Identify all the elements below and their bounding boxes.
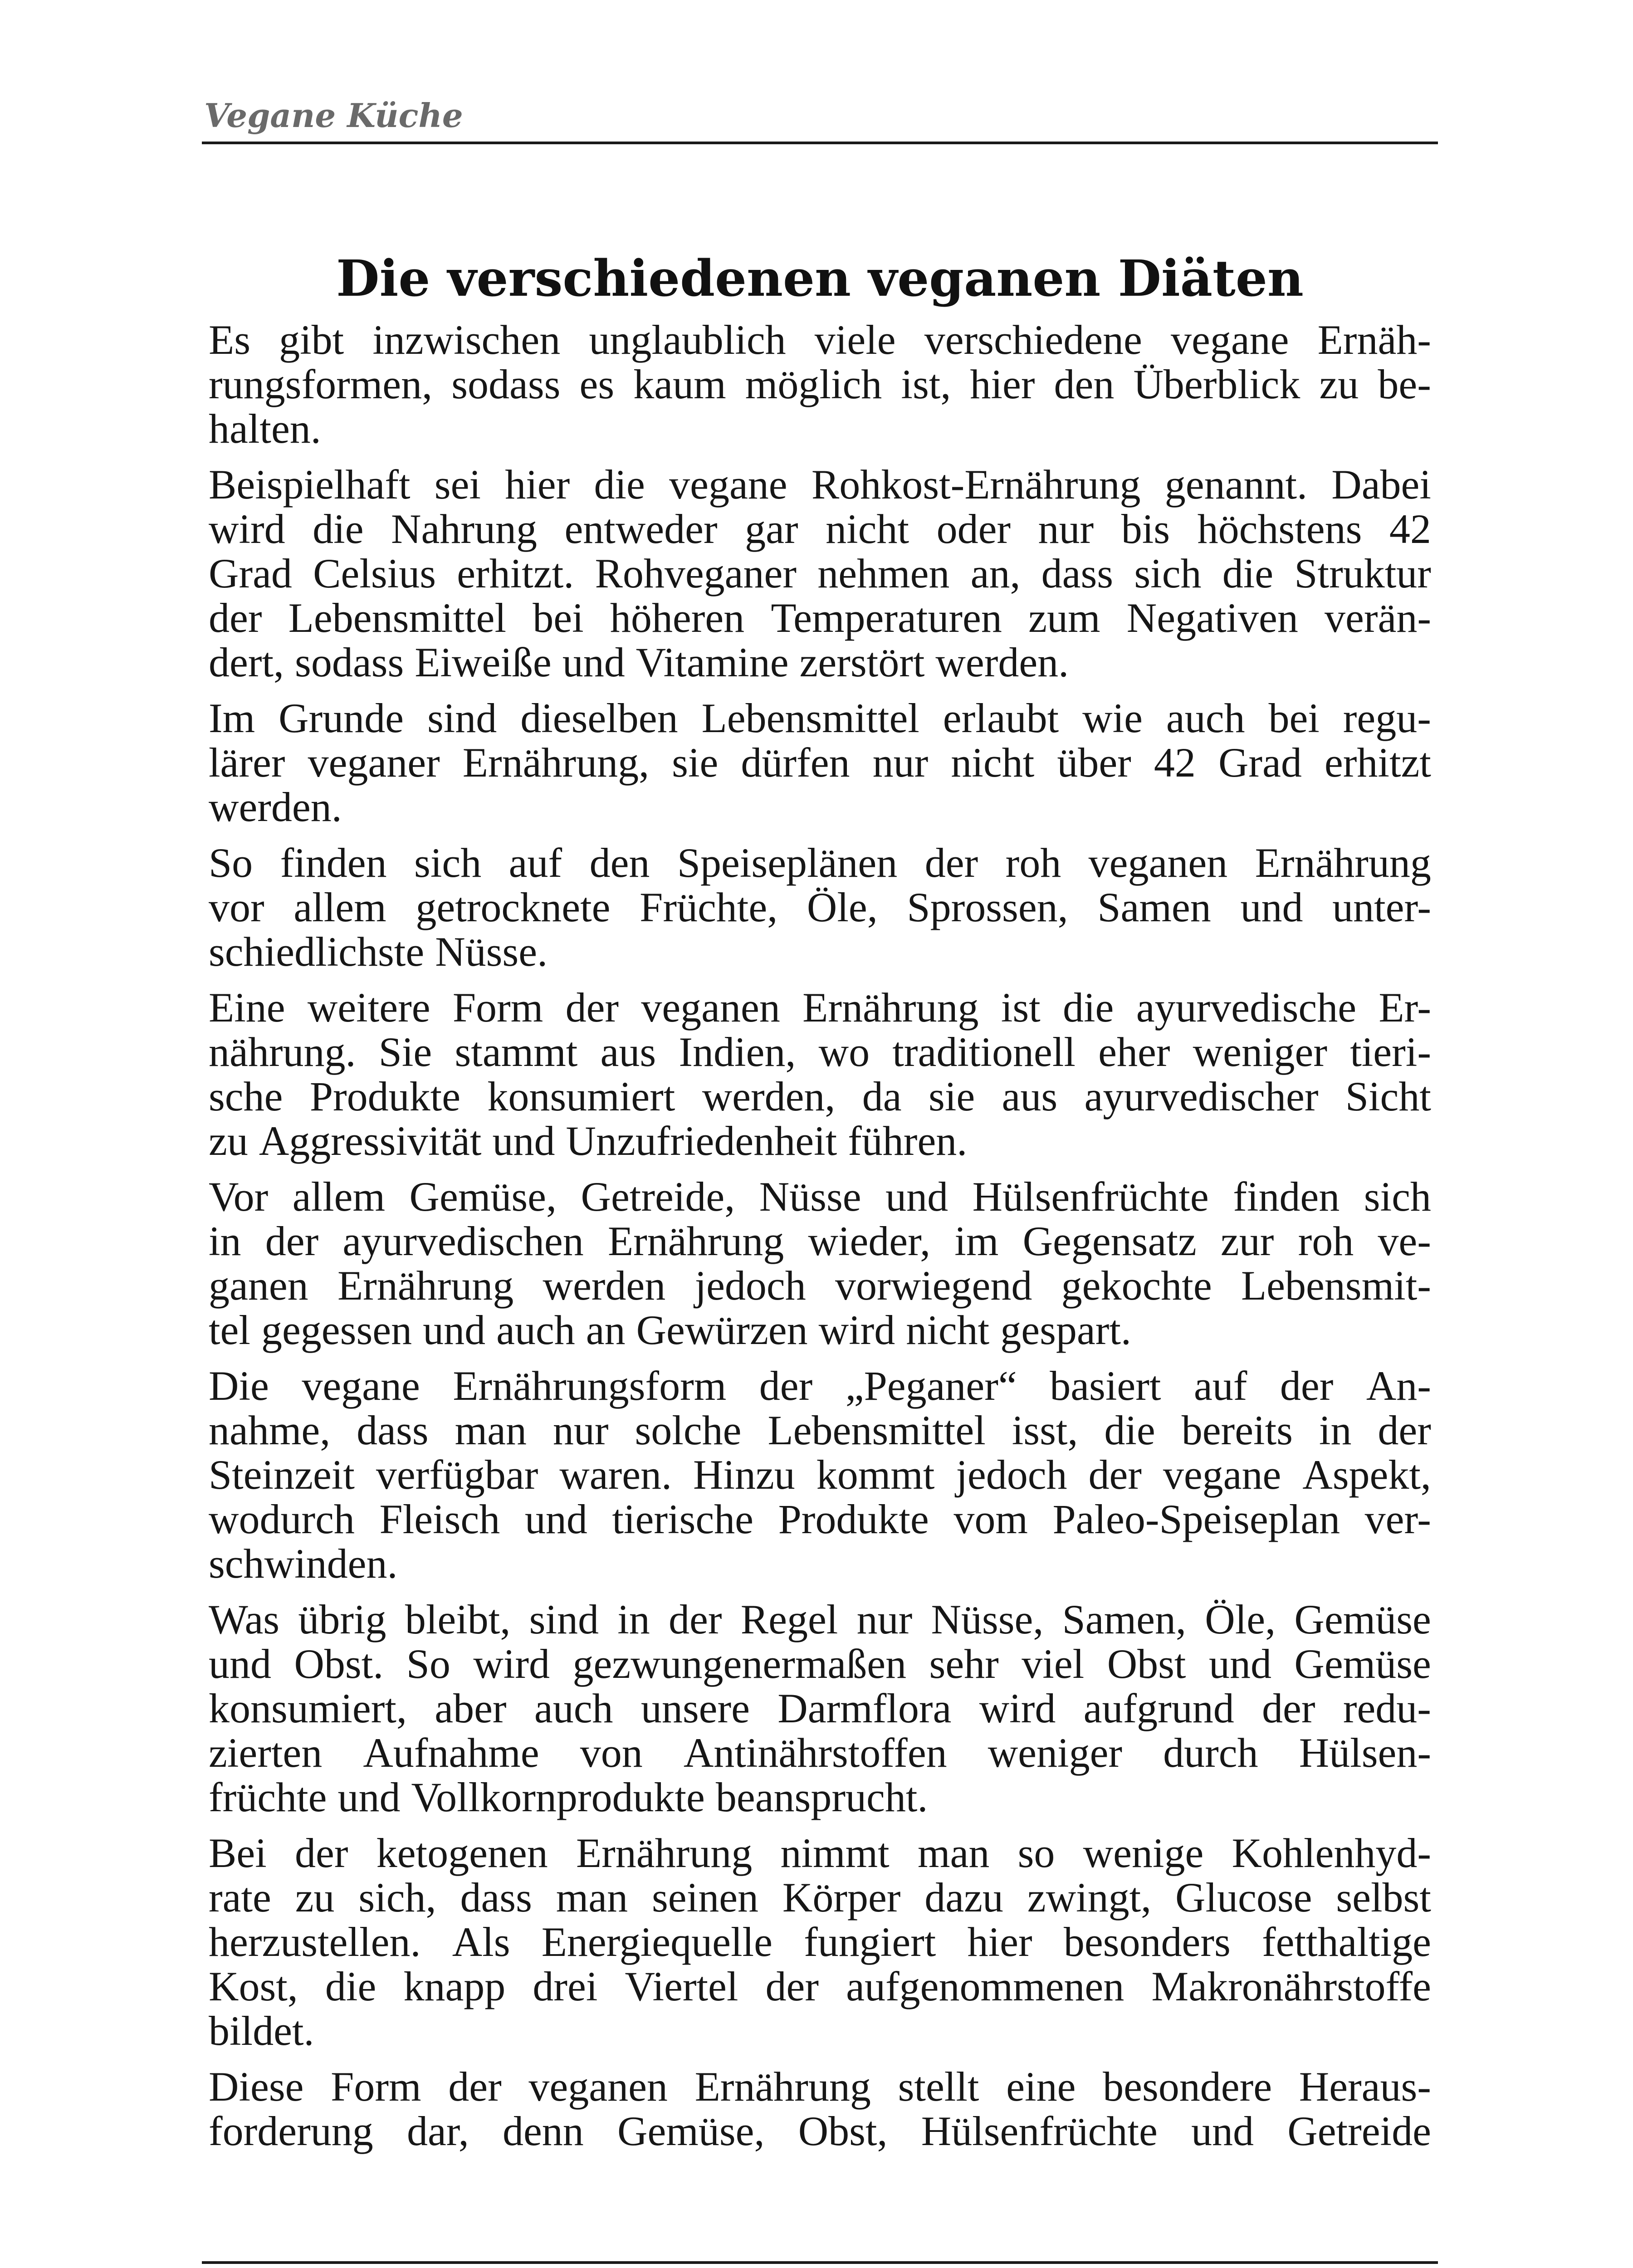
text-line: wodurch Fleisch und tierische Produkte vom Paleo-Speiseplan ver- <box>209 1496 1431 1542</box>
text-line: zierten Aufnahme von Antinährstoffen weniger durch Hülsen- <box>209 1730 1431 1776</box>
paragraph <box>209 1597 1431 1819</box>
text-line: rungsformen, sodass es kaum möglich ist, hier den Überblick zu be- <box>209 361 1431 407</box>
footer-rule <box>202 2261 1438 2264</box>
text-line: Im Grunde sind dieselben Lebensmittel erlaubt wie auch bei regu- <box>209 695 1431 741</box>
text-line: der Lebensmittel bei höheren Temperaturen zum Negativen verän- <box>209 595 1431 641</box>
paragraph <box>209 2064 1431 2153</box>
text-line: Die vegane Ernährungsform der „Peganer“ basiert auf der An- <box>209 1363 1431 1409</box>
chapter-title: Die verschiedenen veganen Diäten <box>336 249 1304 308</box>
text-line: schwinden. <box>209 1540 398 1587</box>
paragraph <box>209 985 1431 1163</box>
text-line: dert, sodass Eiweiße und Vitamine zerstört werden. <box>209 639 1069 685</box>
text-line: Beispielhaft sei hier die vegane Rohkost-Ernährung genannt. Dabei <box>209 461 1431 508</box>
text-line: lärer veganer Ernährung, sie dürfen nur nicht über 42 Grad erhitzt <box>209 739 1431 786</box>
text-line: wird die Nahrung entweder gar nicht oder nur bis höchstens 42 <box>209 506 1431 552</box>
text-line: Steinzeit verfügbar waren. Hinzu kommt jedoch der vegane Aspekt, <box>209 1452 1431 1498</box>
text-line: bildet. <box>209 2008 314 2054</box>
text-line: früchte und Vollkornprodukte beansprucht. <box>209 1774 928 1820</box>
text-line: vor allem getrocknete Früchte, Öle, Sprossen, Samen und unter- <box>209 884 1431 930</box>
text-line: werden. <box>209 784 342 830</box>
text-line: Vor allem Gemüse, Getreide, Nüsse und Hülsenfrüchte finden sich <box>209 1173 1431 1220</box>
header-rule <box>202 142 1438 144</box>
paragraph <box>209 318 1431 451</box>
text-line: rate zu sich, dass man seinen Körper dazu zwingt, Glucose selbst <box>209 1874 1431 1921</box>
text-line: So finden sich auf den Speiseplänen der roh veganen Ernährung <box>209 840 1431 886</box>
text-line: forderung dar, denn Gemüse, Obst, Hülsenfrüchte und Getreide <box>209 2108 1431 2154</box>
running-header: Vegane Küche <box>204 96 463 135</box>
text-line: schiedlichste Nüsse. <box>209 929 548 975</box>
text-line: Was übrig bleibt, sind in der Regel nur Nüsse, Samen, Öle, Gemüse <box>209 1596 1431 1642</box>
text-line: Kost, die knapp drei Viertel der aufgenommenen Makronährstoffe <box>209 1963 1431 2009</box>
text-line: nahme, dass man nur solche Lebensmittel isst, die bereits in der <box>209 1407 1431 1453</box>
paragraph <box>209 1174 1431 1352</box>
paragraph <box>209 462 1431 684</box>
text-line: Es gibt inzwischen unglaublich viele verschiedene vegane Ernäh- <box>209 317 1431 363</box>
text-line: nährung. Sie stammt aus Indien, wo traditionell eher weniger tieri- <box>209 1029 1431 1075</box>
body-text <box>209 318 1431 2165</box>
text-line: in der ayurvedischen Ernährung wieder, im Gegensatz zur roh ve- <box>209 1218 1431 1264</box>
text-line: zu Aggressivität und Unzufriedenheit führen. <box>209 1118 968 1164</box>
text-line: Eine weitere Form der veganen Ernährung ist die ayurvedische Er- <box>209 984 1431 1031</box>
text-line: konsumiert, aber auch unsere Darmflora wird aufgrund der redu- <box>209 1685 1431 1731</box>
text-line: Diese Form der veganen Ernährung stellt eine besondere Heraus- <box>209 2063 1431 2110</box>
text-line: sche Produkte konsumiert werden, da sie aus ayurvedischer Sicht <box>209 1073 1431 1119</box>
text-line: herzustellen. Als Energiequelle fungiert hier besonders fetthaltige <box>209 1919 1431 1965</box>
text-line: halten. <box>209 406 321 452</box>
paragraph <box>209 1364 1431 1586</box>
paragraph <box>209 841 1431 974</box>
text-line: und Obst. So wird gezwungenermaßen sehr viel Obst und Gemüse <box>209 1641 1431 1687</box>
paragraph <box>209 696 1431 829</box>
text-line: Bei der ketogenen Ernährung nimmt man so wenige Kohlenhyd- <box>209 1830 1431 1876</box>
text-line: ganen Ernährung werden jedoch vorwiegend gekochte Lebensmit- <box>209 1262 1431 1309</box>
paragraph <box>209 1831 1431 2053</box>
text-line: Grad Celsius erhitzt. Rohveganer nehmen an, dass sich die Struktur <box>209 550 1431 596</box>
text-line: tel gegessen und auch an Gewürzen wird nicht gespart. <box>209 1307 1131 1353</box>
